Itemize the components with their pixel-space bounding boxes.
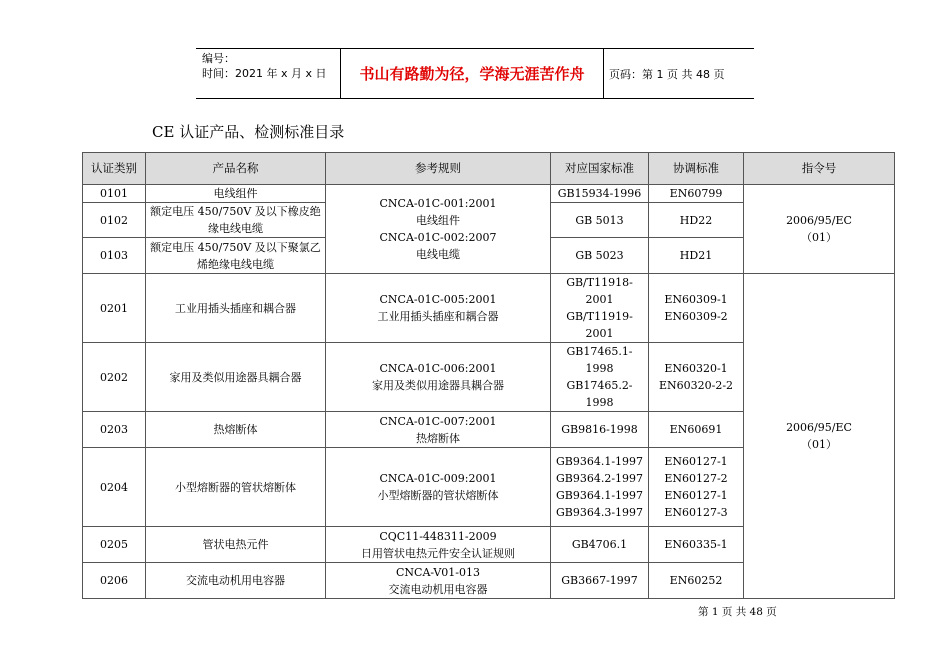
rule-code: CNCA-01C-005:2001: [379, 293, 497, 306]
standard-code: GB9364.3-1997: [555, 506, 644, 519]
table-row: [83, 185, 895, 203]
product-name-cell: 管状电热元件: [146, 527, 326, 563]
national-standard-cell: GB9816-1998: [551, 412, 649, 448]
rule-code: CQC11-448311-2009: [379, 529, 497, 543]
column-header: 产品名称: [146, 153, 326, 185]
harmonized-standard-cell: [649, 448, 744, 527]
category-cell: 0205: [83, 527, 146, 563]
reference-rule-cell: [326, 563, 551, 599]
harmonized-standard-cell: [649, 274, 744, 343]
rule-code: CNCA-01C-006:2001: [379, 362, 497, 375]
column-header: 指令号: [744, 153, 895, 185]
table-row: [83, 274, 895, 343]
harmonized-standard-cell: [649, 343, 744, 412]
product-name-cell: 小型熔断器的管状熔断体: [146, 448, 326, 527]
national-standard-cell: GB 5023: [551, 238, 649, 274]
directive-number: 2006/95/EC: [786, 214, 852, 227]
rule-title: 家用及类似用途器具耦合器: [372, 379, 504, 392]
product-name-cell: 交流电动机用电容器: [146, 563, 326, 599]
national-standard-cell: GB 5013: [551, 203, 649, 238]
page-header: [196, 48, 754, 99]
rule-code: CNCA-01C-007:2001: [379, 414, 497, 428]
product-name-cell: 额定电压 450/750V 及以下聚氯乙烯绝缘电线电缆: [146, 238, 326, 274]
rule-title: 工业用插头插座和耦合器: [377, 310, 499, 323]
column-header: 参考规则: [326, 153, 551, 185]
document-title: CE 认证产品、检测标准目录: [152, 123, 345, 141]
standard-code: EN60127-3: [664, 506, 728, 519]
national-standard-cell: GB3667-1997: [551, 563, 649, 599]
standard-code: GB/T11918-2001: [566, 276, 633, 306]
standard-code: GB17465.1-1998: [566, 345, 633, 375]
reference-rule-cell: [326, 412, 551, 448]
column-header: 认证类别: [83, 153, 146, 185]
table-header-row: [83, 153, 895, 185]
standard-code: GB9364.2-1997: [555, 472, 644, 485]
rule-title: 电线组件: [416, 214, 460, 227]
national-standard-cell: [551, 343, 649, 412]
column-header: 协调标准: [649, 153, 744, 185]
product-name-cell: 热熔断体: [146, 412, 326, 448]
reference-rule-cell: [326, 448, 551, 527]
category-cell: 0103: [83, 238, 146, 274]
header-meta: [202, 51, 338, 81]
page-footer: 第 1 页 共 48 页: [698, 606, 777, 618]
harmonized-standard-cell: EN60252: [649, 563, 744, 599]
harmonized-standard-cell: EN60691: [649, 412, 744, 448]
rule-title: 日用管状电热元件安全认证规则: [361, 546, 515, 560]
header-page-code: 页码：第 1 页 共 48 页: [609, 67, 725, 81]
category-cell: 0204: [83, 448, 146, 527]
category-cell: 0201: [83, 274, 146, 343]
directive-cell: [744, 185, 895, 274]
rule-title: 热熔断体: [416, 431, 460, 445]
national-standard-cell: [551, 448, 649, 527]
harmonized-standard-cell: EN60799: [649, 185, 744, 203]
category-cell: 0202: [83, 343, 146, 412]
standard-code: EN60127-1: [664, 489, 728, 502]
rule-title: 电线电缆: [416, 248, 460, 261]
product-name-cell: 工业用插头插座和耦合器: [146, 274, 326, 343]
standard-code: GB/T11919-2001: [566, 310, 633, 340]
harmonized-standard-cell: HD21: [649, 238, 744, 274]
standard-code: GB17465.2-1998: [566, 379, 633, 409]
reference-rule-cell: [326, 185, 551, 274]
rule-code: CNCA-01C-001:2001: [379, 197, 497, 210]
product-name-cell: 额定电压 450/750V 及以下橡皮绝缘电线电缆: [146, 203, 326, 238]
time-label: 时间：2021 年 x 月 x 日: [202, 67, 327, 80]
standard-code: EN60127-1: [664, 455, 728, 468]
standard-code: EN60320-1: [664, 362, 728, 375]
standard-code: EN60127-2: [664, 472, 728, 485]
standard-code: GB9364.1-1997: [555, 455, 644, 468]
directive-suffix: （01）: [801, 438, 837, 451]
harmonized-standard-cell: HD22: [649, 203, 744, 238]
national-standard-cell: GB4706.1: [551, 527, 649, 563]
directive-number: 2006/95/EC: [786, 421, 852, 434]
header-motto: 书山有路勤为径，学海无涯苦作舟: [340, 49, 604, 98]
national-standard-cell: [551, 274, 649, 343]
product-name-cell: 家用及类似用途器具耦合器: [146, 343, 326, 412]
column-header: 对应国家标准: [551, 153, 649, 185]
category-cell: 0101: [83, 185, 146, 203]
standard-code: EN60309-2: [664, 310, 728, 323]
product-name-cell: 电线组件: [146, 185, 326, 203]
directive-cell: [744, 274, 895, 599]
reference-rule-cell: [326, 343, 551, 412]
reference-rule-cell: [326, 527, 551, 563]
rule-title: 小型熔断器的管状熔断体: [377, 489, 499, 502]
category-cell: 0206: [83, 563, 146, 599]
category-cell: 0203: [83, 412, 146, 448]
rule-code: CNCA-01C-002:2007: [379, 231, 497, 244]
standard-code: EN60320-2-2: [658, 379, 734, 392]
directive-suffix: （01）: [801, 231, 837, 244]
standard-code: EN60309-1: [664, 293, 728, 306]
rule-title: 交流电动机用电容器: [388, 582, 488, 596]
standard-code: GB9364.1-1997: [555, 489, 644, 502]
reference-rule-cell: [326, 274, 551, 343]
national-standard-cell: GB15934-1996: [551, 185, 649, 203]
rule-code: CNCA-01C-009:2001: [379, 472, 497, 485]
rule-code: CNCA-V01-013: [396, 565, 480, 579]
standards-table: [82, 152, 895, 599]
category-cell: 0102: [83, 203, 146, 238]
harmonized-standard-cell: EN60335-1: [649, 527, 744, 563]
number-label: 编号：: [202, 52, 235, 65]
